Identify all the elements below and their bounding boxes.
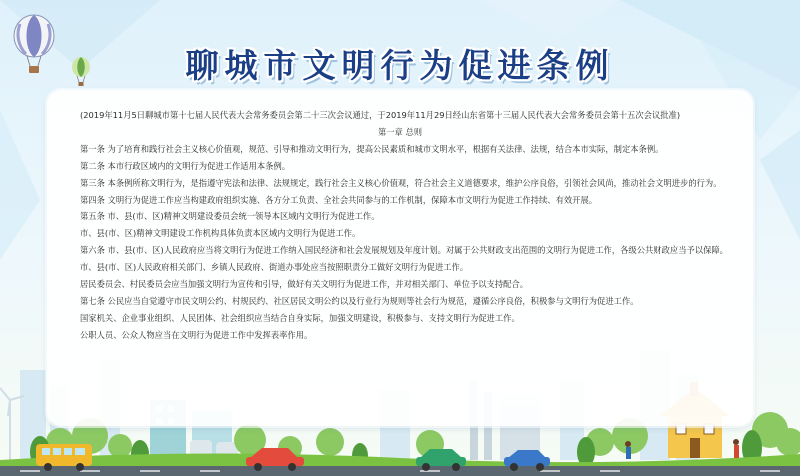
article-paragraph: 市、县(市、区)人民政府相关部门、乡镇人民政府、街道办事处应当按照职责分工做好文明行为促进工作。: [80, 262, 469, 273]
preamble: (2019年11月5日聊城市第十七届人民代表大会常务委员会第二十三次会议通过，于2019年11月29日经山东省第十三届人民代表大会常务委员会第十五次会议批准): [80, 110, 681, 120]
poster-title: 聊城市文明行为促进条例: [185, 46, 615, 85]
article-paragraph: 居民委员会、村民委员会应当加强文明行为宣传和引导，做好有关文明行为促进工作，并对相关部门、单位予以支持配合。: [80, 279, 529, 290]
regulation-text: [64, 107, 736, 344]
article-paragraph: 第五条 市、县(市、区)精神文明建设委员会统一领导本区域内文明行为促进工作。: [80, 211, 380, 222]
article-paragraph: 第二条 本市行政区域内的文明行为促进工作适用本条例。: [80, 160, 291, 171]
article-paragraph: 市、县(市、区)精神文明建设工作机构具体负责本区域内文明行为促进工作。: [80, 228, 361, 239]
article-paragraph: 国家机关、企业事业组织、人民团体、社会组织应当结合自身实际，加强文明建设，积极参与、支持文明行为促进工作。: [80, 312, 520, 323]
article-paragraph: 第七条 公民应当自觉遵守市民文明公约、村规民约、社区居民文明公约以及行业行为规则等社会行为规范，遵循公序良俗，积极参与文明行为促进工作。: [80, 295, 639, 306]
article-paragraph: 公职人员、公众人物应当在文明行为促进工作中发挥表率作用。: [80, 329, 313, 340]
article-paragraph: 第六条 市、县(市、区)人民政府应当将文明行为促进工作纳入国民经济和社会发展规划及年度计划。对属于公共财政支出范围的文明行为促进工作，各级公共财政应当予以保障。: [80, 245, 728, 256]
chapter-heading: 第一章 总则: [377, 126, 423, 137]
article-paragraph: 第三条 本条例所称文明行为，是指遵守宪法和法律、法规规定，践行社会主义核心价值观，符合社会主义道德要求，维护公序良俗，引领社会风尚，推动社会文明进步的行为。: [80, 177, 722, 188]
article-paragraph: 第四条 文明行为促进工作应当构建政府组织实施、各方分工负责、全社会共同参与的工作机制，保障本市文明行为促进工作持续、有效开展。: [80, 194, 598, 205]
article-paragraph: 第一条 为了培育和践行社会主义核心价值观，规范、引导和推动文明行为，提高公民素质和城市文明水平，根据有关法律、法规，结合本市实际，制定本条例。: [80, 143, 664, 154]
